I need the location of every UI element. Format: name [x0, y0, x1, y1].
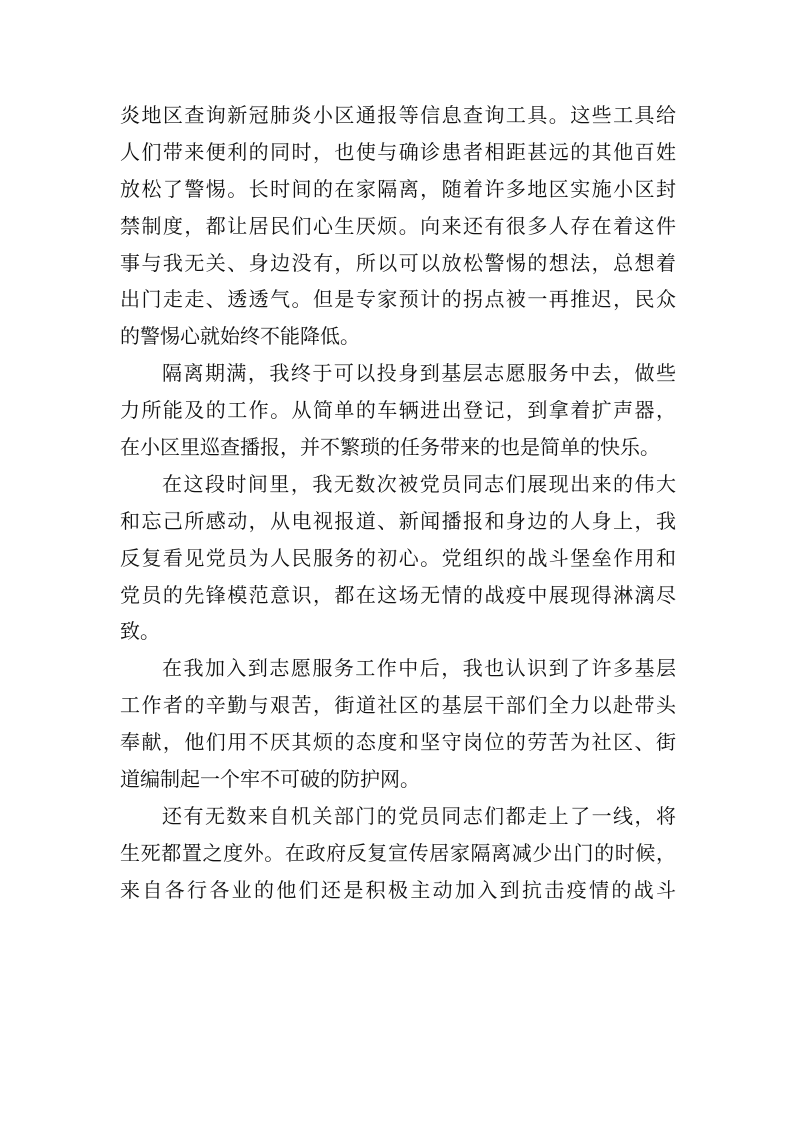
paragraph — [120, 97, 676, 355]
text-line: 还有无数来自机关部门的党员同志们都走上了一线，将 — [162, 803, 676, 828]
paragraph — [120, 466, 676, 650]
text-line: 禁制度，都让居民们心生厌烦。向来还有很多人存在着这件 — [120, 213, 676, 238]
text-line: 工作者的辛勤与艰苦，街道社区的基层干部们全力以赴带头 — [120, 693, 676, 718]
text-line: 生死都置之度外。在政府反复宣传居家隔离减少出门的时候， — [120, 840, 676, 865]
text-line: 出门走走、透透气。但是专家预计的拐点被一再推迟，民众 — [120, 287, 676, 312]
text-line: 隔离期满，我终于可以投身到基层志愿服务中去，做些 — [162, 361, 676, 386]
document-page — [120, 97, 676, 909]
text-line: 人们带来便利的同时，也使与确诊患者相距甚远的其他百姓 — [120, 139, 676, 164]
text-line: 党员的先锋模范意识，都在这场无情的战疫中展现得淋漓尽 — [120, 582, 676, 607]
text-line: 的警惕心就始终不能降低。 — [120, 324, 360, 349]
text-line: 在我加入到志愿服务工作中后，我也认识到了许多基层 — [162, 656, 676, 681]
text-line: 在小区里巡查播报，并不繁琐的任务带来的也是简单的快乐。 — [120, 435, 660, 460]
paragraph — [120, 355, 676, 466]
text-line: 奉献，他们用不厌其烦的态度和坚守岗位的劳苦为社区、街 — [120, 730, 676, 755]
text-line: 在这段时间里，我无数次被党员同志们展现出来的伟大 — [162, 471, 676, 496]
text-line: 力所能及的工作。从简单的车辆进出登记，到拿着扩声器， — [120, 398, 676, 423]
text-line: 事与我无关、身边没有，所以可以放松警惕的想法，总想着 — [120, 250, 676, 275]
text-line: 和忘己所感动，从电视报道、新闻播报和身边的人身上，我 — [120, 508, 676, 533]
text-line: 道编制起一个牢不可破的防护网。 — [120, 767, 420, 792]
text-line: 致。 — [120, 619, 160, 644]
text-line: 反复看见党员为人民服务的初心。党组织的战斗堡垒作用和 — [120, 545, 676, 570]
text-line: 来自各行各业的他们还是积极主动加入到抗击疫情的战斗 — [120, 877, 676, 902]
paragraph — [120, 798, 676, 909]
text-line: 放松了警惕。长时间的在家隔离，随着许多地区实施小区封 — [120, 176, 676, 201]
paragraph — [120, 650, 676, 798]
text-line: 炎地区查询新冠肺炎小区通报等信息查询工具。这些工具给 — [120, 103, 676, 127]
